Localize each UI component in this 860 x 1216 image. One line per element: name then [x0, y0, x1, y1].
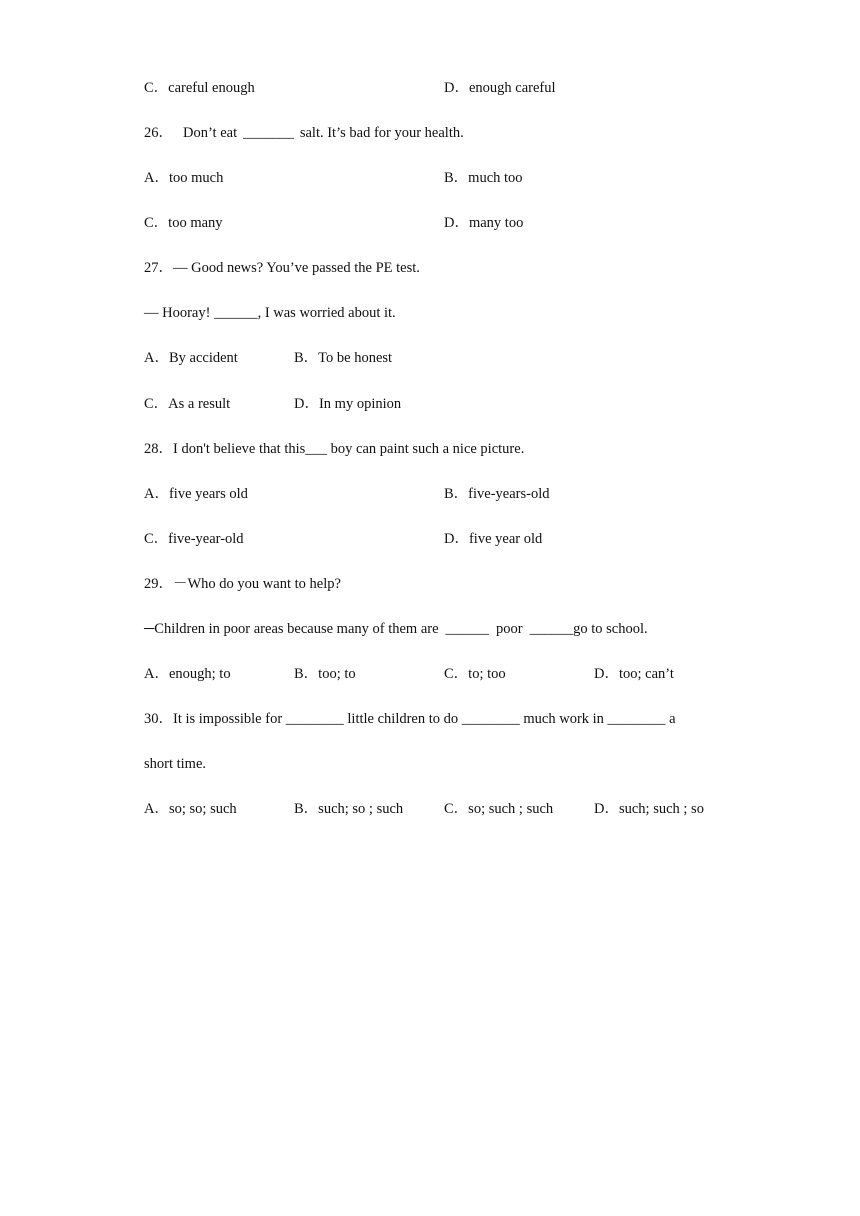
q28-option-c: C．five-year-old	[144, 531, 244, 547]
q30-option-d: D．such; such ; so	[594, 801, 704, 817]
q30-option-b: B．such; so ; such	[294, 801, 404, 817]
q29-option-d: D．too; can’t	[594, 666, 674, 682]
q26-stem-post: salt. It’s bad for your health.	[299, 125, 464, 141]
q28-stem-pre: 28．I don't believe that this	[144, 441, 306, 457]
q27-stem-line1: 27．— Good news? You’ve passed the PE test.	[144, 260, 420, 276]
q28-stem	[144, 439, 524, 459]
q26-option-b: B．much too	[444, 170, 523, 186]
q26-stem-pre: Don’t eat	[183, 125, 238, 141]
q29-blank-2: ______	[529, 621, 574, 637]
q30-stem-line2: short time.	[144, 756, 207, 772]
q26-option-c: C．too many	[144, 215, 223, 231]
q27-option-b: B．To be honest	[294, 350, 393, 366]
q29-stem-line1: 29．－Who do you want to help?	[144, 576, 341, 592]
q29-blank-1: ______	[445, 621, 490, 637]
q27-stem-line2: — Hooray! ______, I was worried about it.	[144, 305, 396, 321]
q27-option-d: D．In my opinion	[294, 396, 402, 412]
q26-option-d: D．many too	[444, 215, 524, 231]
q28-stem-post: boy can paint such a nice picture.	[327, 441, 525, 457]
q26-blank: _______	[243, 125, 294, 141]
question-number: 26．	[144, 125, 173, 141]
q26-stem	[144, 123, 464, 143]
q29-option-c: C．to; too	[444, 666, 506, 682]
q29-option-a: A．enough; to	[144, 666, 231, 682]
q29-stem-post: go to school.	[573, 621, 648, 637]
q30-option-c: C．so; such ; such	[444, 801, 554, 817]
q29-stem-line2	[144, 619, 648, 639]
q29-option-b: B．too; to	[294, 666, 356, 682]
q25-option-c: C．careful enough	[144, 80, 255, 96]
q29-stem-pre: ─Children in poor areas because many of them are	[144, 621, 439, 637]
q28-option-b: B．five-years-old	[444, 486, 550, 502]
q29-stem-mid: poor	[496, 621, 523, 637]
q27-option-c: C．As a result	[144, 396, 231, 412]
q28-blank: ___	[305, 441, 328, 457]
q26-option-a: A．too much	[144, 170, 224, 186]
q28-option-a: A．five years old	[144, 486, 248, 502]
q27-option-a: A．By accident	[144, 350, 238, 366]
q25-option-d: D．enough careful	[444, 80, 556, 96]
q30-stem-line1: 30．It is impossible for ________ little children to do ________ much work in ________ a	[144, 711, 676, 727]
q30-option-a: A．so; so; such	[144, 801, 237, 817]
q28-option-d: D．five year old	[444, 531, 543, 547]
